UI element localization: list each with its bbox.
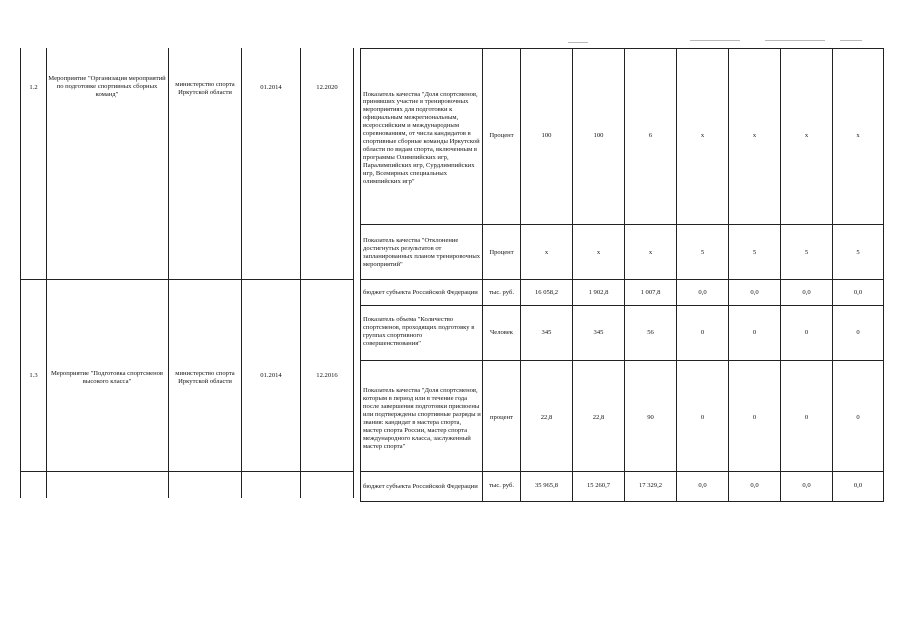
value-cell: 0 xyxy=(700,329,705,337)
unit: Процент xyxy=(489,249,514,257)
value-cell: 1 902,8 xyxy=(588,288,609,296)
value-cell: 6 xyxy=(648,132,653,140)
value-cell: x xyxy=(700,132,705,140)
value-cell: 56 xyxy=(647,329,654,337)
value-cell: 0 xyxy=(856,329,860,337)
value-cell: 0,0 xyxy=(802,482,811,490)
indicator-text: бюджет субъекта Российской Федерации xyxy=(363,482,478,490)
value-cell: 0,0 xyxy=(698,288,707,296)
unit: тыс. руб. xyxy=(489,482,514,490)
value-cell: 16 058,2 xyxy=(534,288,559,296)
executor: министерство спорта Иркутской области xyxy=(175,370,235,385)
unit: тыс. руб. xyxy=(489,288,514,296)
unit: процент xyxy=(490,414,513,422)
value-cell: 5 xyxy=(804,249,809,257)
value-cell: 0 xyxy=(856,414,860,422)
value-cell: 5 xyxy=(752,249,757,257)
start-date: 01.2014 xyxy=(260,372,282,380)
value-cell: 0,0 xyxy=(750,482,759,490)
activities-table xyxy=(20,48,354,498)
value-cell: x xyxy=(752,132,757,140)
end-date: 12.2020 xyxy=(316,84,338,92)
executor: министерство спорта Иркутской области xyxy=(175,81,235,96)
scan-artifact xyxy=(568,42,588,43)
value-cell: 0,0 xyxy=(853,482,863,490)
value-cell: 100 xyxy=(593,132,604,140)
row-number: 1.3 xyxy=(29,372,38,380)
activity-name: Мероприятие "Подготовка спортсменов высокого класса" xyxy=(50,370,164,385)
scan-artifact xyxy=(765,40,825,41)
indicator-text: бюджет субъекта Российской Федерации xyxy=(363,288,478,296)
value-cell: x xyxy=(596,249,601,257)
value-cell: 0 xyxy=(804,329,809,337)
indicator-text: Показатель качества "Доля спортсменов, которым в период или в течение года после завершения подготовки присвоены или подтверждены спортивные разряды и звания: кандидат в мастера спорта, мастер спорта России, мастер спорта международного класса, заслуженный мастер спорта" xyxy=(363,387,481,450)
row-number: 1.2 xyxy=(29,84,38,92)
indicator-text: Показатель качества "Доля спортсменов, принявших участие в тренировочных мероприятиях для подготовки к официальным межрегиональным, всероссийским и международным соревнованиям, от числа кандидатов в спортивные сборные команды Иркутской области по видам спорта, включенным в программы Олимпийских игр, Паралимпийских игр, Сурдлимпийских игр, Всемирных специальных олимпийских игр" xyxy=(363,90,480,185)
value-cell: 345 xyxy=(541,329,552,337)
value-cell: x xyxy=(856,132,860,140)
indicator-text: Показатель объема "Количество спортсменов, проходящих подготовку в группах спортивного совершенствования" xyxy=(363,316,475,347)
indicators-table xyxy=(360,48,884,502)
value-cell: 345 xyxy=(593,329,604,337)
value-cell: 0,0 xyxy=(802,288,811,296)
value-cell: 100 xyxy=(541,132,552,140)
unit: Человек xyxy=(489,329,513,337)
end-date: 12.2016 xyxy=(316,372,338,380)
value-cell: 22,8 xyxy=(540,414,553,422)
value-cell: x xyxy=(648,249,653,257)
activity-name: Мероприятие "Организация мероприятий по подготовке спортивных сборных команд" xyxy=(48,75,166,98)
value-cell: 0,0 xyxy=(698,482,707,490)
value-cell: 0 xyxy=(752,414,757,422)
value-cell: 5 xyxy=(700,249,705,257)
scan-artifact xyxy=(840,40,862,41)
value-cell: 17 329,2 xyxy=(638,482,663,490)
indicator-text: Показатель качества "Отклонение достигнутых результатов от запланированных планом тренировочных мероприятий" xyxy=(363,237,481,268)
value-cell: 15 260,7 xyxy=(586,482,611,490)
value-cell: 0 xyxy=(804,414,809,422)
value-cell: x xyxy=(804,132,809,140)
unit: Процент xyxy=(489,132,514,140)
value-cell: 35 965,8 xyxy=(534,482,559,490)
value-cell: 90 xyxy=(647,414,654,422)
value-cell: 1 007,8 xyxy=(640,288,661,296)
value-cell: 22,8 xyxy=(592,414,605,422)
value-cell: 0,0 xyxy=(853,288,863,296)
value-cell: 0,0 xyxy=(750,288,759,296)
value-cell: x xyxy=(544,249,549,257)
scan-artifact xyxy=(690,40,740,41)
start-date: 01.2014 xyxy=(260,84,282,92)
value-cell: 0 xyxy=(752,329,757,337)
value-cell: 5 xyxy=(856,249,860,257)
value-cell: 0 xyxy=(700,414,705,422)
